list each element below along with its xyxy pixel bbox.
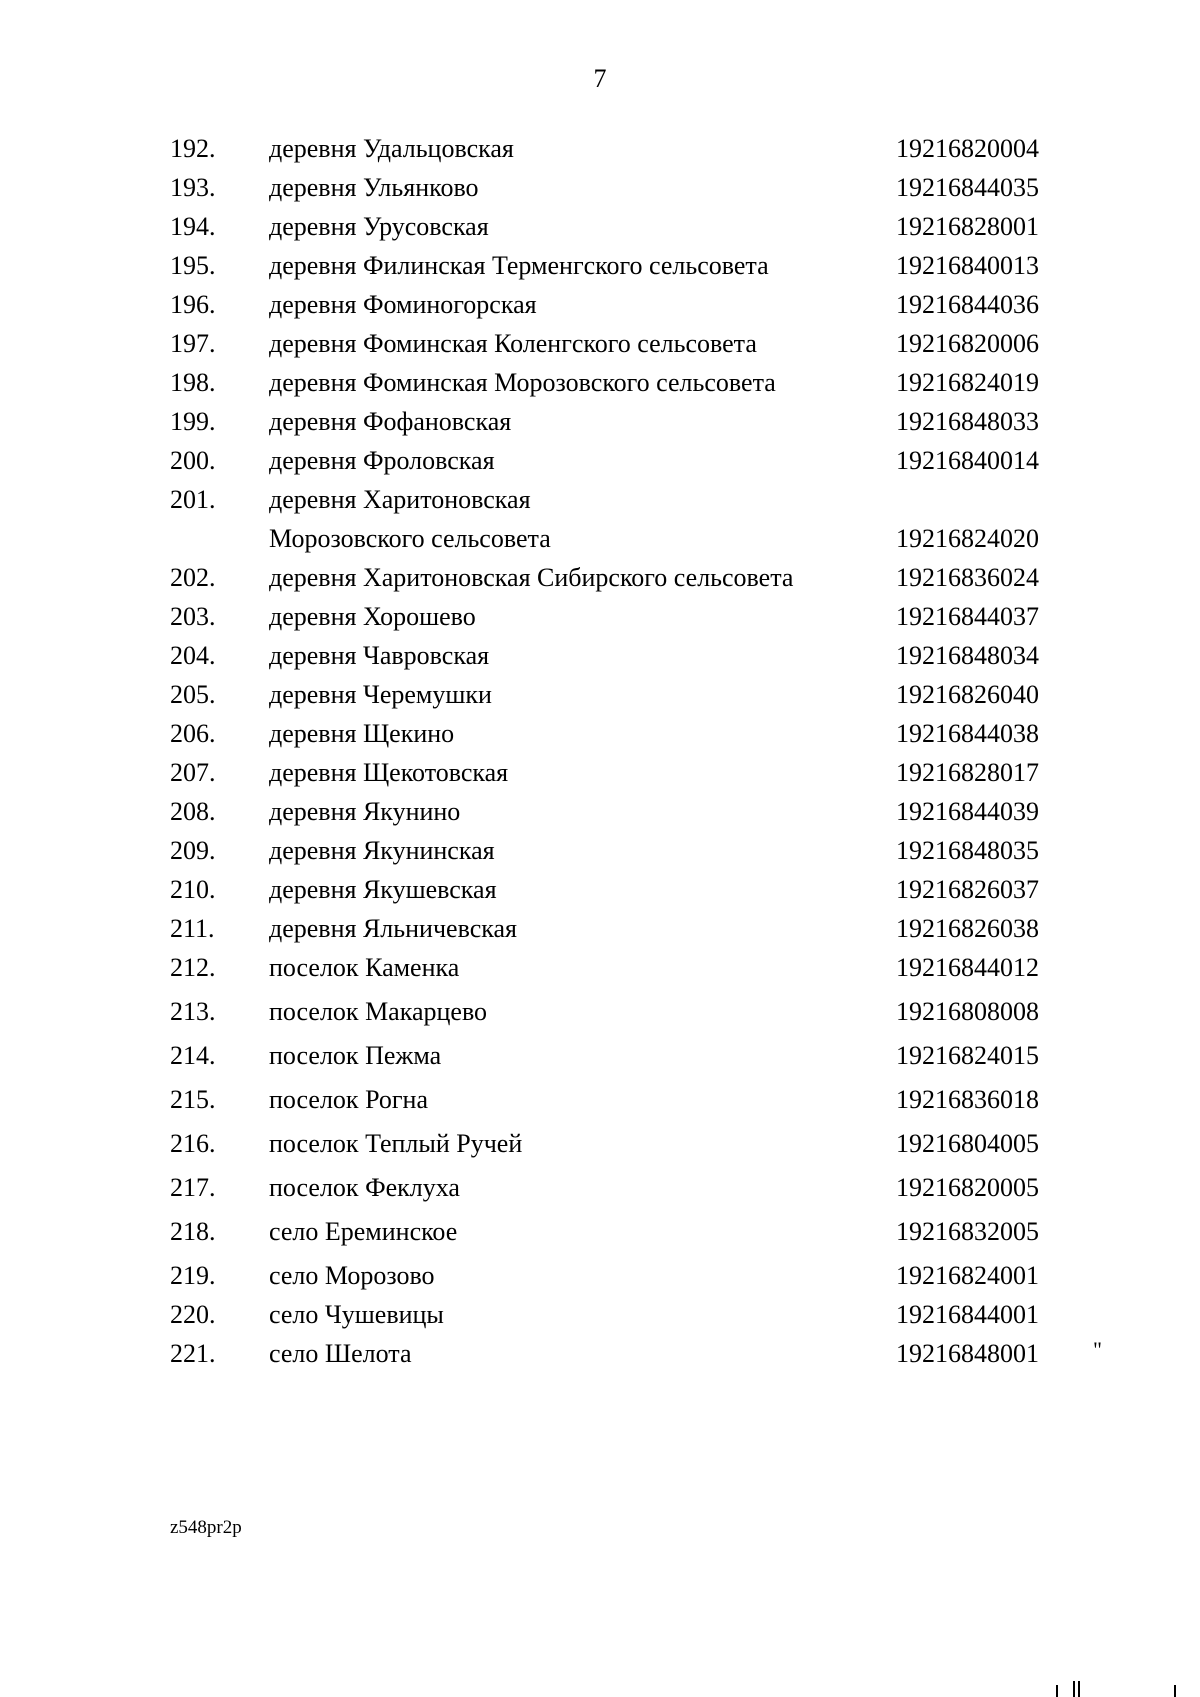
settlement-name: деревня Урусовская — [269, 212, 489, 241]
table-row — [0, 446, 1200, 476]
table-row — [0, 134, 1200, 164]
settlement-name: село Ереминское — [269, 1217, 458, 1246]
row-number: 214. — [170, 1041, 216, 1070]
row-number: 206. — [170, 719, 216, 748]
okato-code: 19216826038 — [896, 914, 1039, 943]
row-number: 196. — [170, 290, 216, 319]
okato-code: 19216824019 — [896, 368, 1039, 397]
settlement-name: деревня Ульянково — [269, 173, 479, 202]
table-row — [0, 1173, 1200, 1203]
row-number: 194. — [170, 212, 216, 241]
table-row — [0, 368, 1200, 398]
settlement-name: деревня Фроловская — [269, 446, 495, 475]
okato-code: 19216828001 — [896, 212, 1039, 241]
row-number: 211. — [170, 914, 215, 943]
row-number: 218. — [170, 1217, 216, 1246]
row-number: 203. — [170, 602, 216, 631]
table-row — [0, 875, 1200, 905]
okato-code: 19216828017 — [896, 758, 1039, 787]
row-number: 210. — [170, 875, 216, 904]
row-number: 202. — [170, 563, 216, 592]
okato-code: 19216840014 — [896, 446, 1039, 475]
table-row — [0, 173, 1200, 203]
okato-code: 19216848035 — [896, 836, 1039, 865]
table-row — [0, 953, 1200, 983]
settlement-name-continuation: Морозовского сельсовета — [269, 524, 551, 553]
settlement-name: поселок Макарцево — [269, 997, 488, 1026]
settlement-name: поселок Пежма — [269, 1041, 442, 1070]
row-number: 213. — [170, 997, 216, 1026]
row-number: 221. — [170, 1339, 216, 1368]
table-row — [0, 1339, 1200, 1369]
table-row — [0, 680, 1200, 710]
okato-code: 19216844039 — [896, 797, 1039, 826]
settlement-name: деревня Фофановская — [269, 407, 512, 436]
settlement-name: деревня Якушевская — [269, 875, 497, 904]
okato-code: 19216848034 — [896, 641, 1039, 670]
okato-code: 19216804005 — [896, 1129, 1039, 1158]
closing-quote-mark: " — [1093, 1337, 1102, 1362]
settlement-name: деревня Якунинская — [269, 836, 495, 865]
settlement-name: деревня Якунино — [269, 797, 461, 826]
settlement-name: деревня Фоминская Коленгского сельсовета — [269, 329, 757, 358]
row-number: 198. — [170, 368, 216, 397]
settlement-name: деревня Фоминская Морозовского сельсовета — [269, 368, 776, 397]
table-row — [0, 602, 1200, 632]
settlement-name: деревня Яльничевская — [269, 914, 517, 943]
okato-code: 19216844036 — [896, 290, 1039, 319]
table-row — [0, 1129, 1200, 1159]
settlement-name: деревня Щекотовская — [269, 758, 509, 787]
okato-code: 19216844012 — [896, 953, 1039, 982]
okato-code: 19216808008 — [896, 997, 1039, 1026]
settlement-name: деревня Удальцовская — [269, 134, 514, 163]
table-row — [0, 407, 1200, 437]
okato-code: 19216836018 — [896, 1085, 1039, 1114]
okato-code: 19216844038 — [896, 719, 1039, 748]
settlement-name: деревня Щекино — [269, 719, 455, 748]
row-number: 201. — [170, 485, 216, 514]
row-number: 195. — [170, 251, 216, 280]
document-code: z548pr2p — [170, 1517, 242, 1538]
scan-edge-mark — [1073, 1681, 1075, 1697]
table-row — [0, 485, 1200, 515]
okato-code: 19216820005 — [896, 1173, 1039, 1202]
settlement-name: село Шелота — [269, 1339, 412, 1368]
okato-code: 19216824020 — [896, 524, 1039, 553]
table-row — [0, 290, 1200, 320]
table-row — [0, 758, 1200, 788]
okato-code: 19216824015 — [896, 1041, 1039, 1070]
row-number: 193. — [170, 173, 216, 202]
table-row — [0, 329, 1200, 359]
settlement-name: деревня Харитоновская — [269, 485, 531, 514]
okato-code: 19216844001 — [896, 1300, 1039, 1329]
settlement-name: поселок Рогна — [269, 1085, 428, 1114]
row-number: 207. — [170, 758, 216, 787]
table-row — [0, 997, 1200, 1027]
okato-code: 19216844037 — [896, 602, 1039, 631]
okato-code: 19216844035 — [896, 173, 1039, 202]
okato-code: 19216824001 — [896, 1261, 1039, 1290]
row-number: 220. — [170, 1300, 216, 1329]
table-row — [0, 212, 1200, 242]
settlement-name: деревня Филинская Терменгского сельсовета — [269, 251, 769, 280]
settlement-name: деревня Хорошево — [269, 602, 476, 631]
row-number: 212. — [170, 953, 216, 982]
table-row — [0, 641, 1200, 671]
settlement-name: деревня Фоминогорская — [269, 290, 537, 319]
settlement-name: деревня Харитоновская Сибирского сельсовета — [269, 563, 794, 592]
table-row — [0, 719, 1200, 749]
row-number: 216. — [170, 1129, 216, 1158]
row-number: 204. — [170, 641, 216, 670]
okato-code: 19216840013 — [896, 251, 1039, 280]
row-number: 200. — [170, 446, 216, 475]
scan-edge-mark — [1078, 1681, 1080, 1697]
table-row — [0, 914, 1200, 944]
okato-code: 19216848001 — [896, 1339, 1039, 1368]
okato-code: 19216826037 — [896, 875, 1039, 904]
settlement-name: деревня Черемушки — [269, 680, 492, 709]
row-number: 205. — [170, 680, 216, 709]
table-row — [0, 836, 1200, 866]
table-row — [0, 1300, 1200, 1330]
okato-code: 19216848033 — [896, 407, 1039, 436]
scan-edge-mark — [1056, 1685, 1058, 1697]
settlement-name: село Морозово — [269, 1261, 435, 1290]
table-row — [0, 797, 1200, 827]
table-row — [0, 1041, 1200, 1071]
okato-code: 19216836024 — [896, 563, 1039, 592]
okato-code: 19216826040 — [896, 680, 1039, 709]
settlement-name: поселок Феклуха — [269, 1173, 460, 1202]
row-number: 209. — [170, 836, 216, 865]
settlement-name: поселок Теплый Ручей — [269, 1129, 523, 1158]
table-row-continuation — [0, 524, 1200, 554]
row-number: 215. — [170, 1085, 216, 1114]
table-row — [0, 1217, 1200, 1247]
scan-edge-mark — [1174, 1685, 1176, 1697]
settlement-name: деревня Чавровская — [269, 641, 490, 670]
row-number: 199. — [170, 407, 216, 436]
table-row — [0, 1261, 1200, 1291]
row-number: 208. — [170, 797, 216, 826]
row-number: 192. — [170, 134, 216, 163]
row-number: 197. — [170, 329, 216, 358]
row-number: 217. — [170, 1173, 216, 1202]
table-row — [0, 1085, 1200, 1115]
okato-code: 19216820004 — [896, 134, 1039, 163]
page-number: 7 — [593, 64, 607, 93]
row-number: 219. — [170, 1261, 216, 1290]
table-row — [0, 563, 1200, 593]
okato-code: 19216832005 — [896, 1217, 1039, 1246]
settlement-name: село Чушевицы — [269, 1300, 444, 1329]
settlement-name: поселок Каменка — [269, 953, 460, 982]
table-row — [0, 251, 1200, 281]
okato-code: 19216820006 — [896, 329, 1039, 358]
